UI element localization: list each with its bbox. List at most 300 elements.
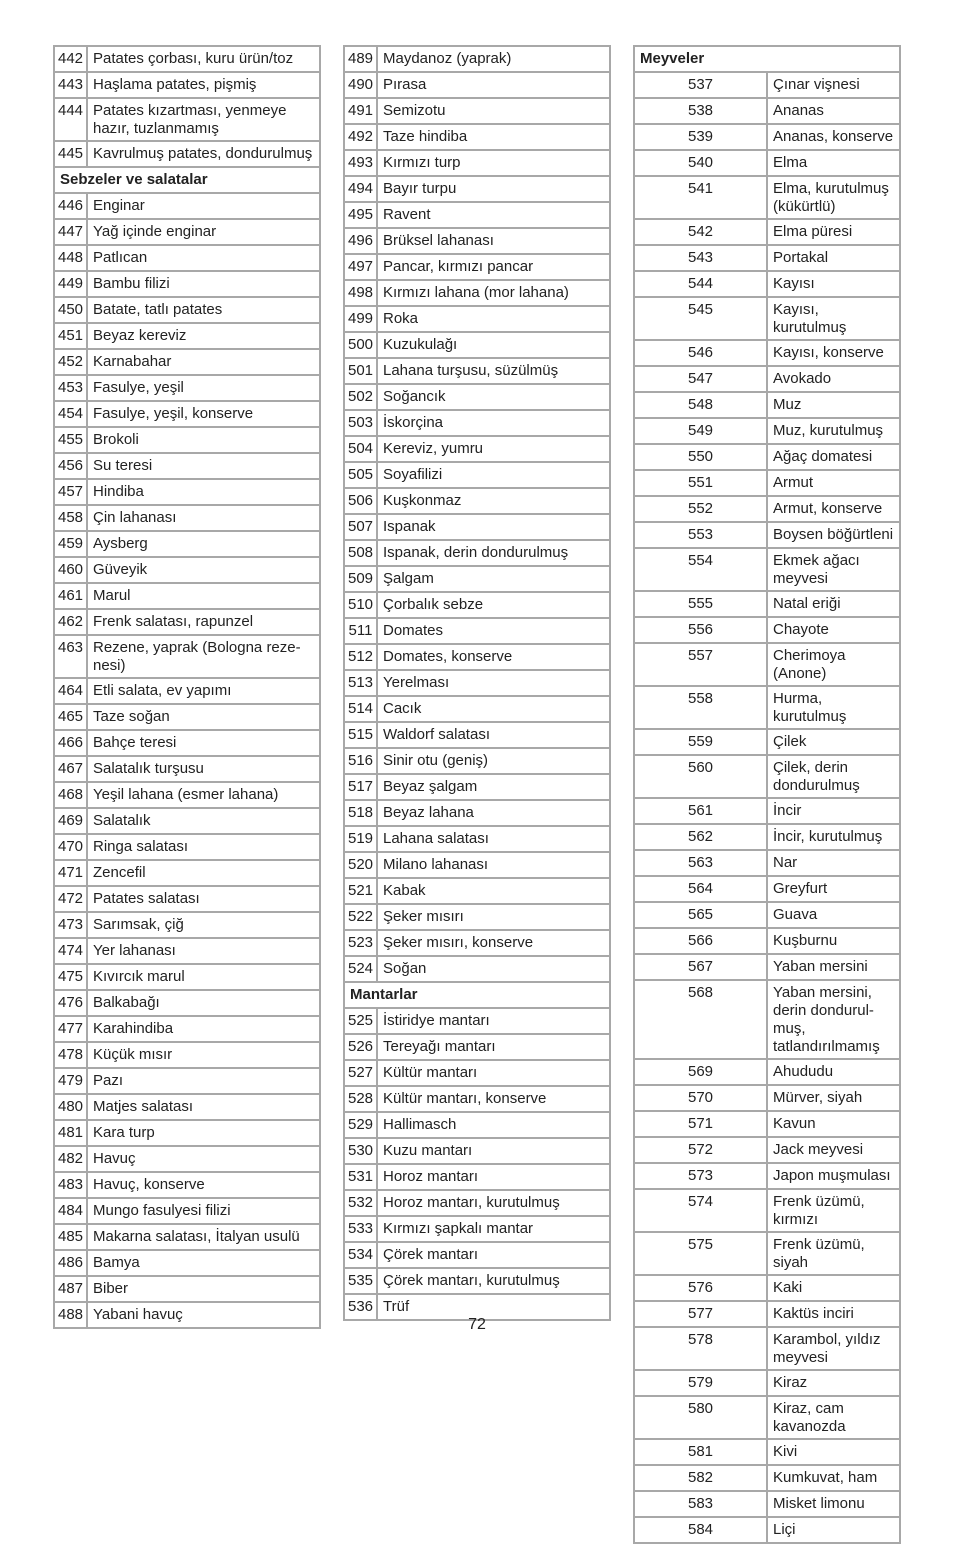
- item-name: Yağ içinde enginar: [87, 219, 320, 245]
- table-row: [54, 938, 320, 964]
- item-name: Ananas, konserve: [767, 124, 900, 150]
- item-number: 455: [54, 427, 87, 453]
- item-number: 501: [344, 358, 377, 384]
- table-row: [344, 748, 610, 774]
- item-name: Hallimasch: [377, 1112, 610, 1138]
- item-number: 461: [54, 583, 87, 609]
- item-name: Kuşkonmaz: [377, 488, 610, 514]
- item-name: Makarna salatası, İtalyan usulü: [87, 1224, 320, 1250]
- item-number: 460: [54, 557, 87, 583]
- food-table-column-2: [343, 45, 611, 1321]
- item-name: Bayır turpu: [377, 176, 610, 202]
- item-name: Frenk üzümü, kırmızı: [767, 1189, 900, 1232]
- item-name: Kayısı, konserve: [767, 340, 900, 366]
- item-name: Japon muşmulası: [767, 1163, 900, 1189]
- item-number: 502: [344, 384, 377, 410]
- item-number: 480: [54, 1094, 87, 1120]
- item-number: 507: [344, 514, 377, 540]
- item-number: 510: [344, 592, 377, 618]
- item-number: 562: [634, 824, 767, 850]
- table-row: [344, 514, 610, 540]
- item-number: 456: [54, 453, 87, 479]
- table-row: [344, 878, 610, 904]
- table-row: [634, 1137, 900, 1163]
- table-row: [344, 306, 610, 332]
- item-number: 577: [634, 1301, 767, 1327]
- table-row: [344, 202, 610, 228]
- table-row: [634, 876, 900, 902]
- table-row: [54, 1120, 320, 1146]
- item-number: 570: [634, 1085, 767, 1111]
- table-row: [634, 1189, 900, 1232]
- table-row: [54, 72, 320, 98]
- item-name: Patlıcan: [87, 245, 320, 271]
- table-row: [54, 990, 320, 1016]
- item-number: 573: [634, 1163, 767, 1189]
- item-name: Çilek: [767, 729, 900, 755]
- item-number: 529: [344, 1112, 377, 1138]
- item-name: Liçi: [767, 1517, 900, 1543]
- item-number: 571: [634, 1111, 767, 1137]
- table-row: [634, 928, 900, 954]
- item-number: 500: [344, 332, 377, 358]
- table-row: [54, 505, 320, 531]
- table-row: [634, 470, 900, 496]
- table-row: [634, 340, 900, 366]
- item-number: 466: [54, 730, 87, 756]
- item-number: 444: [54, 98, 87, 141]
- item-number: 541: [634, 176, 767, 219]
- table-row: [634, 1111, 900, 1137]
- item-name: Kuşburnu: [767, 928, 900, 954]
- table-row: [54, 678, 320, 704]
- item-name: Kültür mantarı: [377, 1060, 610, 1086]
- table-row: [54, 730, 320, 756]
- item-number: 450: [54, 297, 87, 323]
- table-row: [54, 219, 320, 245]
- item-name: Tereyağı mantarı: [377, 1034, 610, 1060]
- item-number: 518: [344, 800, 377, 826]
- section-heading-row: [344, 982, 610, 1008]
- item-number: 453: [54, 375, 87, 401]
- table-row: [54, 1224, 320, 1250]
- item-number: 557: [634, 643, 767, 686]
- item-name: Domates: [377, 618, 610, 644]
- item-name: Portakal: [767, 245, 900, 271]
- item-name: Kereviz, yumru: [377, 436, 610, 462]
- item-name: Chayote: [767, 617, 900, 643]
- item-number: 482: [54, 1146, 87, 1172]
- item-name: Çörek mantarı: [377, 1242, 610, 1268]
- item-number: 519: [344, 826, 377, 852]
- item-name: Misket limonu: [767, 1491, 900, 1517]
- table-row: [54, 141, 320, 167]
- table-row: [54, 98, 320, 141]
- item-name: Karambol, yıldız meyvesi: [767, 1327, 900, 1370]
- table-row: [54, 349, 320, 375]
- item-name: Beyaz kereviz: [87, 323, 320, 349]
- table-row: [344, 436, 610, 462]
- table-row: [344, 1216, 610, 1242]
- table-row: [54, 1068, 320, 1094]
- item-name: Çorbalık sebze: [377, 592, 610, 618]
- item-number: 471: [54, 860, 87, 886]
- table-row: [54, 704, 320, 730]
- item-number: 517: [344, 774, 377, 800]
- item-name: Ağaç domatesi: [767, 444, 900, 470]
- item-name: Salatalık: [87, 808, 320, 834]
- item-name: Şeker mısırı: [377, 904, 610, 930]
- item-name: Yabani havuç: [87, 1302, 320, 1328]
- table-row: [344, 254, 610, 280]
- item-number: 584: [634, 1517, 767, 1543]
- table-row: [344, 722, 610, 748]
- item-number: 512: [344, 644, 377, 670]
- item-number: 581: [634, 1439, 767, 1465]
- table-row: [344, 1112, 610, 1138]
- item-number: 496: [344, 228, 377, 254]
- item-name: Elma, kurutulmuş (kükürtlü): [767, 176, 900, 219]
- table-row: [344, 1008, 610, 1034]
- table-row: [54, 1042, 320, 1068]
- item-name: Haşlama patates, pişmiş: [87, 72, 320, 98]
- item-number: 576: [634, 1275, 767, 1301]
- item-number: 556: [634, 617, 767, 643]
- table-row: [344, 540, 610, 566]
- food-table-column-1: [53, 45, 321, 1329]
- table-row: [344, 930, 610, 956]
- table-row: [54, 1016, 320, 1042]
- table-row: [54, 245, 320, 271]
- item-name: Horoz mantarı, kurutulmuş: [377, 1190, 610, 1216]
- table-row: [54, 193, 320, 219]
- item-number: 582: [634, 1465, 767, 1491]
- item-name: Ispanak, derin dondurulmuş: [377, 540, 610, 566]
- item-name: Kiraz: [767, 1370, 900, 1396]
- table-row: [54, 860, 320, 886]
- item-name: Balkabağı: [87, 990, 320, 1016]
- item-number: 524: [344, 956, 377, 982]
- item-name: Şeker mısırı, konserve: [377, 930, 610, 956]
- item-name: Sinir otu (geniş): [377, 748, 610, 774]
- item-number: 583: [634, 1491, 767, 1517]
- item-name: Karnabahar: [87, 349, 320, 375]
- item-number: 540: [634, 150, 767, 176]
- table-row: [634, 150, 900, 176]
- item-number: 539: [634, 124, 767, 150]
- table-row: [634, 954, 900, 980]
- item-name: Lahana turşusu, süzülmüş: [377, 358, 610, 384]
- table-row: [344, 1138, 610, 1164]
- item-number: 528: [344, 1086, 377, 1112]
- table-row: [634, 1085, 900, 1111]
- item-number: 533: [344, 1216, 377, 1242]
- item-number: 495: [344, 202, 377, 228]
- item-number: 537: [634, 72, 767, 98]
- item-name: Etli salata, ev yapımı: [87, 678, 320, 704]
- table-row: [344, 150, 610, 176]
- item-name: Karahindiba: [87, 1016, 320, 1042]
- table-row: [634, 1232, 900, 1275]
- item-name: Guava: [767, 902, 900, 928]
- item-number: 491: [344, 98, 377, 124]
- table-row: [54, 782, 320, 808]
- table-row: [634, 1491, 900, 1517]
- table-row: [344, 592, 610, 618]
- item-number: 575: [634, 1232, 767, 1275]
- table-row: [344, 774, 610, 800]
- table-row: [634, 271, 900, 297]
- item-name: Ravent: [377, 202, 610, 228]
- item-number: 449: [54, 271, 87, 297]
- section-heading: Mantarlar: [344, 982, 610, 1008]
- table-row: [634, 755, 900, 798]
- item-number: 534: [344, 1242, 377, 1268]
- item-name: Kıvırcık marul: [87, 964, 320, 990]
- item-name: Marul: [87, 583, 320, 609]
- table-row: [54, 886, 320, 912]
- table-row: [344, 904, 610, 930]
- table-row: [634, 1396, 900, 1439]
- item-number: 551: [634, 470, 767, 496]
- item-name: Roka: [377, 306, 610, 332]
- table-row: [54, 1250, 320, 1276]
- item-name: Patates kızartması, yenmeye hazır, tuzlanmamış: [87, 98, 320, 141]
- item-number: 549: [634, 418, 767, 444]
- item-number: 516: [344, 748, 377, 774]
- item-number: 544: [634, 271, 767, 297]
- item-name: Kumkuvat, ham: [767, 1465, 900, 1491]
- table-row: [344, 176, 610, 202]
- item-number: 506: [344, 488, 377, 514]
- item-name: Mungo fasulyesi filizi: [87, 1198, 320, 1224]
- item-number: 542: [634, 219, 767, 245]
- item-number: 463: [54, 635, 87, 678]
- table-row: [344, 618, 610, 644]
- item-number: 442: [54, 46, 87, 72]
- item-name: Armut: [767, 470, 900, 496]
- table-row: [344, 462, 610, 488]
- item-name: Zencefil: [87, 860, 320, 886]
- item-number: 552: [634, 496, 767, 522]
- item-number: 521: [344, 878, 377, 904]
- item-name: Soyafilizi: [377, 462, 610, 488]
- item-name: Kaktüs inciri: [767, 1301, 900, 1327]
- table-row: [634, 591, 900, 617]
- item-number: 465: [54, 704, 87, 730]
- item-name: Yaban mersini: [767, 954, 900, 980]
- item-name: Brüksel lahanası: [377, 228, 610, 254]
- item-name: Yerelması: [377, 670, 610, 696]
- item-number: 564: [634, 876, 767, 902]
- table-row: [54, 1094, 320, 1120]
- table-row: [634, 124, 900, 150]
- item-name: Havuç: [87, 1146, 320, 1172]
- item-number: 538: [634, 98, 767, 124]
- table-row: [344, 1164, 610, 1190]
- item-number: 579: [634, 1370, 767, 1396]
- item-number: 452: [54, 349, 87, 375]
- table-row: [634, 980, 900, 1059]
- item-name: Nar: [767, 850, 900, 876]
- item-name: Patates salatası: [87, 886, 320, 912]
- item-name: Cacık: [377, 696, 610, 722]
- item-name: Ahududu: [767, 1059, 900, 1085]
- item-name: İncir, kurutulmuş: [767, 824, 900, 850]
- item-name: Soğancık: [377, 384, 610, 410]
- item-number: 531: [344, 1164, 377, 1190]
- item-name: Patates çorbası, kuru ürün/toz: [87, 46, 320, 72]
- table-row: [54, 271, 320, 297]
- item-name: Hindiba: [87, 479, 320, 505]
- item-number: 484: [54, 1198, 87, 1224]
- item-number: 547: [634, 366, 767, 392]
- item-number: 454: [54, 401, 87, 427]
- table-row: [54, 297, 320, 323]
- item-number: 532: [344, 1190, 377, 1216]
- table-row: [634, 72, 900, 98]
- table-row: [54, 557, 320, 583]
- table-row: [634, 798, 900, 824]
- item-number: 569: [634, 1059, 767, 1085]
- item-name: Muz: [767, 392, 900, 418]
- item-number: 464: [54, 678, 87, 704]
- item-name: Beyaz lahana: [377, 800, 610, 826]
- item-number: 467: [54, 756, 87, 782]
- table-row: [344, 1034, 610, 1060]
- item-number: 479: [54, 1068, 87, 1094]
- item-name: Waldorf salatası: [377, 722, 610, 748]
- item-number: 447: [54, 219, 87, 245]
- table-row: [634, 245, 900, 271]
- item-name: Kivi: [767, 1439, 900, 1465]
- table-row: [634, 1163, 900, 1189]
- item-number: 472: [54, 886, 87, 912]
- table-row: [344, 332, 610, 358]
- item-number: 530: [344, 1138, 377, 1164]
- item-name: Frenk salatası, rapunzel: [87, 609, 320, 635]
- item-number: 566: [634, 928, 767, 954]
- item-number: 505: [344, 462, 377, 488]
- table-row: [344, 1086, 610, 1112]
- item-number: 511: [344, 618, 377, 644]
- item-number: 520: [344, 852, 377, 878]
- item-name: Kırmızı turp: [377, 150, 610, 176]
- item-name: Jack meyvesi: [767, 1137, 900, 1163]
- item-number: 545: [634, 297, 767, 340]
- item-name: Taze hindiba: [377, 124, 610, 150]
- item-name: Matjes salatası: [87, 1094, 320, 1120]
- item-name: Su teresi: [87, 453, 320, 479]
- table-row: [634, 729, 900, 755]
- item-name: Horoz mantarı: [377, 1164, 610, 1190]
- table-row: [344, 670, 610, 696]
- item-number: 558: [634, 686, 767, 729]
- table-row: [634, 548, 900, 591]
- table-row: [634, 1059, 900, 1085]
- item-name: Ringa salatası: [87, 834, 320, 860]
- item-name: Domates, konserve: [377, 644, 610, 670]
- table-row: [344, 228, 610, 254]
- item-number: 561: [634, 798, 767, 824]
- item-name: Boysen böğürtleni: [767, 522, 900, 548]
- item-name: Kuzu mantarı: [377, 1138, 610, 1164]
- item-name: Kavrulmuş patates, dondurulmuş: [87, 141, 320, 167]
- item-name: Kaki: [767, 1275, 900, 1301]
- table-row: [634, 1439, 900, 1465]
- item-number: 574: [634, 1189, 767, 1232]
- item-number: 478: [54, 1042, 87, 1068]
- item-name: Çin lahanası: [87, 505, 320, 531]
- item-name: Yaban mersini, derin dondurul-muş, tatlandırılmamış: [767, 980, 900, 1059]
- table-row: [344, 280, 610, 306]
- section-heading: Meyveler: [634, 46, 900, 72]
- table-row: [344, 826, 610, 852]
- item-number: 526: [344, 1034, 377, 1060]
- table-row: [344, 644, 610, 670]
- item-name: Havuç, konserve: [87, 1172, 320, 1198]
- table-row: [54, 635, 320, 678]
- table-row: [54, 964, 320, 990]
- item-name: Lahana salatası: [377, 826, 610, 852]
- item-number: 525: [344, 1008, 377, 1034]
- table-row: [344, 800, 610, 826]
- item-name: Greyfurt: [767, 876, 900, 902]
- item-number: 509: [344, 566, 377, 592]
- item-name: Kırmızı şapkalı mantar: [377, 1216, 610, 1242]
- item-number: 559: [634, 729, 767, 755]
- item-name: Armut, konserve: [767, 496, 900, 522]
- item-name: Soğan: [377, 956, 610, 982]
- table-row: [54, 323, 320, 349]
- table-row: [54, 834, 320, 860]
- item-name: Küçük mısır: [87, 1042, 320, 1068]
- table-row: [344, 1190, 610, 1216]
- item-number: 481: [54, 1120, 87, 1146]
- item-number: 560: [634, 755, 767, 798]
- item-name: Fasulye, yeşil: [87, 375, 320, 401]
- item-number: 535: [344, 1268, 377, 1294]
- item-name: Kayısı, kurutulmuş: [767, 297, 900, 340]
- item-name: İncir: [767, 798, 900, 824]
- table-row: [54, 46, 320, 72]
- item-number: 483: [54, 1172, 87, 1198]
- table-row: [344, 46, 610, 72]
- item-name: Kuzukulağı: [377, 332, 610, 358]
- item-name: Taze soğan: [87, 704, 320, 730]
- table-row: [634, 902, 900, 928]
- item-name: Güveyik: [87, 557, 320, 583]
- item-name: Kara turp: [87, 1120, 320, 1146]
- item-number: 489: [344, 46, 377, 72]
- item-name: Yer lahanası: [87, 938, 320, 964]
- table-row: [634, 522, 900, 548]
- table-row: [634, 1517, 900, 1543]
- item-name: Trüf: [377, 1294, 610, 1320]
- table-row: [634, 1465, 900, 1491]
- item-number: 474: [54, 938, 87, 964]
- item-number: 485: [54, 1224, 87, 1250]
- item-name: Brokoli: [87, 427, 320, 453]
- item-name: Kavun: [767, 1111, 900, 1137]
- table-row: [344, 696, 610, 722]
- item-name: Bamya: [87, 1250, 320, 1276]
- item-name: Batate, tatlı patates: [87, 297, 320, 323]
- item-name: Maydanoz (yaprak): [377, 46, 610, 72]
- page-number: 72: [468, 1316, 486, 1333]
- table-row: [344, 1242, 610, 1268]
- item-number: 477: [54, 1016, 87, 1042]
